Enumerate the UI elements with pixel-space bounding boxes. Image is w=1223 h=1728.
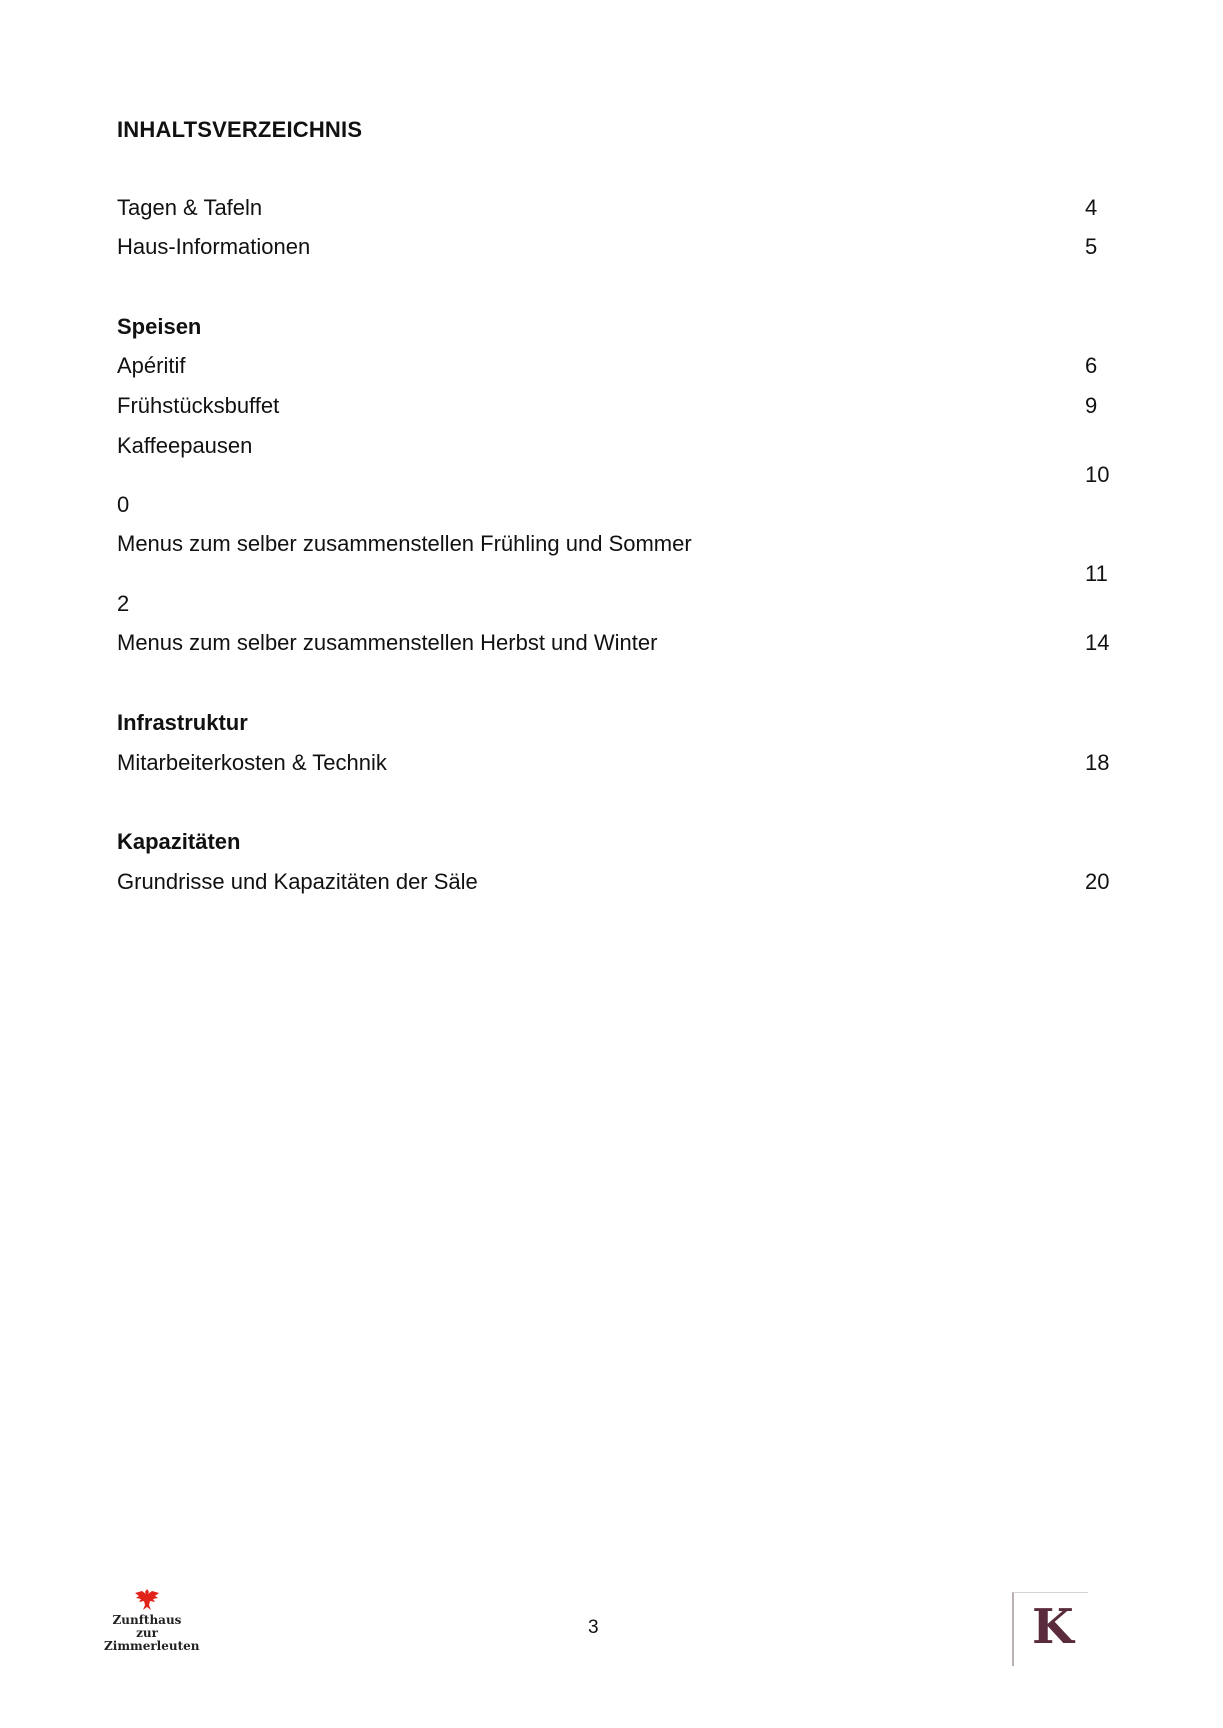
- logo-line: Zimmerleuten: [104, 1639, 200, 1653]
- toc-entry-menus-fruehling-sommer: Menus zum selber zusammenstellen Frühling und Sommer: [117, 531, 692, 556]
- toc-entry-tagen-tafeln: Tagen & Tafeln: [117, 195, 263, 220]
- logo-line: Zunfthaus: [112, 1613, 182, 1627]
- toc-entry-fruehstuecksbuffet: Frühstücksbuffet: [117, 393, 280, 418]
- toc-entry-grundrisse-kapazitaeten: Grundrisse und Kapazitäten der Säle: [117, 869, 478, 894]
- section-heading-speisen: Speisen: [117, 314, 202, 339]
- toc-overflow-digit: 0: [117, 492, 130, 517]
- toc-entry-aperitif: Apéritif: [117, 353, 186, 378]
- eagle-icon: [134, 1588, 160, 1612]
- toc-entry-kaffeepausen: Kaffeepausen: [117, 433, 253, 458]
- toc-entry-menus-herbst-winter: Menus zum selber zusammenstellen Herbst und Winter: [117, 630, 658, 655]
- section-heading-kapazitaeten: Kapazitäten: [117, 829, 241, 854]
- section-heading-infrastruktur: Infrastruktur: [117, 710, 248, 735]
- logo-line: zur: [136, 1626, 158, 1640]
- zunfthaus-logo: [104, 1588, 200, 1666]
- toc-title: INHALTSVERZEICHNIS: [117, 117, 363, 142]
- toc-entry-mitarbeiterkosten-technik: Mitarbeiterkosten & Technik: [117, 750, 387, 775]
- toc-overflow-digit: 2: [117, 591, 130, 616]
- page-number: 3: [588, 1617, 599, 1638]
- k-logo-letter: K: [1032, 1599, 1074, 1655]
- k-logo: [1012, 1592, 1088, 1666]
- toc-entry-haus-informationen: Haus-Informationen: [117, 234, 311, 259]
